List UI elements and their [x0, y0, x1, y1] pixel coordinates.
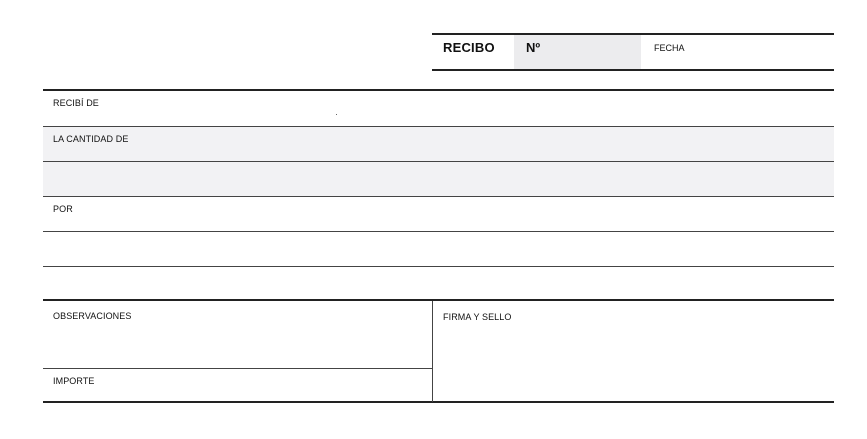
importe-field[interactable] [43, 369, 432, 401]
rule-after-por-2 [43, 266, 834, 267]
header-bottom-rule [432, 69, 834, 71]
recibi-de-label: RECIBÍ DE [53, 98, 99, 108]
form-bottom-rule [43, 401, 834, 403]
header-top-rule [432, 33, 834, 35]
observaciones-label: OBSERVACIONES [53, 311, 132, 321]
receipt-title: RECIBO [443, 40, 495, 55]
recibi-de-field[interactable] [43, 91, 834, 126]
firma-sello-label: FIRMA Y SELLO [443, 312, 512, 322]
fecha-label: FECHA [654, 43, 685, 53]
por-field[interactable] [43, 197, 834, 266]
por-label: POR [53, 204, 73, 214]
cantidad-label: LA CANTIDAD DE [53, 134, 129, 144]
numero-label: Nº [526, 40, 541, 55]
stray-dot [336, 114, 337, 115]
rule-after-recibi [43, 126, 834, 127]
rule-after-cantidad [43, 161, 834, 162]
importe-label: IMPORTE [53, 376, 95, 386]
